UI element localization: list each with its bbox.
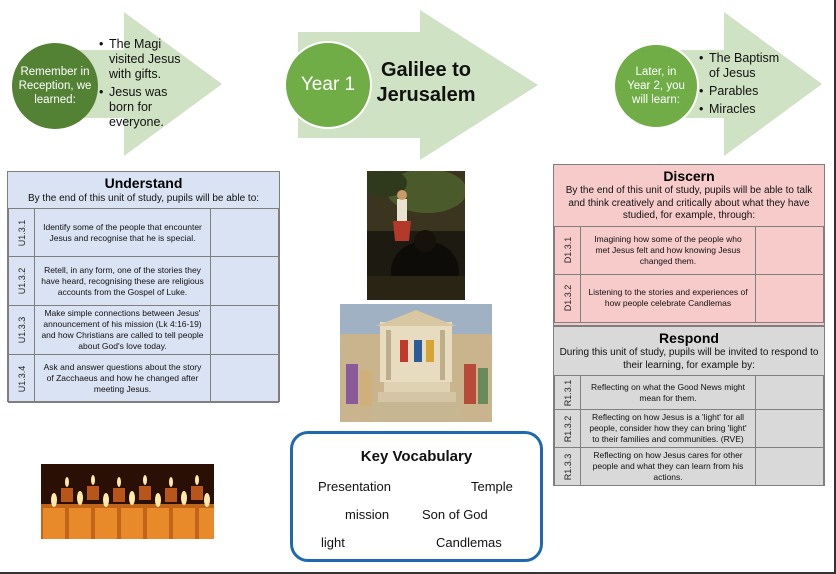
reception-bullets (99, 37, 189, 133)
discern-intro: By the end of this unit of study, pupils will be able to talk and think creatively and critically about what they have studied, for example, through: (565, 185, 813, 221)
row-code: U1.3.1 (16, 219, 27, 246)
row-code: D1.3.1 (562, 236, 573, 264)
understand-title: Understand (104, 175, 183, 191)
row-text: Ask and answer questions about the story of Zacchaeus and how he changed after meeting Jesus. (35, 355, 211, 403)
row-code: U1.3.3 (16, 316, 27, 344)
respond-table (554, 375, 824, 486)
vocab-word: Presentation (318, 479, 391, 494)
key-vocabulary-box (290, 431, 543, 562)
reception-circle (12, 43, 98, 129)
row-text: Imagining how some of the people who met Jesus felt and how knowing Jesus changed them. (581, 226, 756, 274)
table-row (555, 410, 824, 448)
respond-intro: During this unit of study, pupils will be invited to respond to their learning, for example by: (559, 347, 819, 371)
key-vocabulary-title: Key Vocabulary (360, 448, 473, 465)
year-circle (284, 41, 372, 129)
table-row (555, 376, 824, 410)
reception-circle-text: Remember in Reception, we learned: (18, 66, 92, 106)
row-text: Retell, in any form, one of the stories they have heard, recognising these are religious accounts from the Gospel of Luke. (35, 257, 211, 306)
reception-bullet: • The Magi visited Jesus with gifts. (99, 37, 189, 82)
later-circle (613, 43, 699, 129)
vocab-word: mission (345, 507, 390, 522)
discern-panel (553, 164, 825, 326)
understand-intro: By the end of this unit of study, pupils will be able to: (27, 193, 260, 204)
row-code: R1.3.2 (562, 415, 573, 442)
row-text: Identify some of the people that encounter Jesus and recognise that he is special. (35, 209, 211, 257)
vocab-word: Candlemas (436, 535, 502, 550)
later-bullet: • Miracles (699, 102, 791, 117)
vocab-word: Son of God (422, 507, 488, 522)
year-circle-text: Year 1 (300, 74, 356, 95)
discern-table (554, 226, 824, 323)
row-code: R1.3.3 (562, 453, 573, 480)
table-row (555, 226, 824, 274)
row-text: Reflecting on what the Good News might mean for them. (581, 376, 756, 410)
respond-panel (553, 326, 825, 486)
row-text: Reflecting on how Jesus is a 'light' for all people, consider how they can bring 'light' to their families and communities. (RVE) (581, 410, 756, 448)
later-bullet: • Parables (699, 84, 791, 99)
respond-title: Respond (659, 330, 719, 346)
table-row (9, 306, 279, 355)
row-text: Make simple connections between Jesus' announcement of his mission (Lk 4:16-19) and how Christians are called to tell people about God's love today. (35, 306, 211, 355)
reception-bullet: • Jesus was born for everyone. (99, 85, 189, 130)
later-bullets (699, 51, 791, 120)
candles-image (41, 464, 214, 539)
later-bullet: • The Baptism of Jesus (699, 51, 791, 81)
vocab-word: light (321, 535, 345, 550)
row-code: U1.3.2 (16, 267, 27, 295)
presentation-temple-image (340, 304, 492, 422)
understand-panel (7, 171, 280, 402)
unit-title (368, 58, 484, 108)
understand-table (8, 208, 279, 403)
table-row (9, 355, 279, 403)
unit-title-line1: Galilee to (380, 59, 472, 81)
discern-title: Discern (663, 168, 715, 184)
table-row (9, 209, 279, 257)
row-text: Listening to the stories and experiences of how people celebrate Candlemas (581, 274, 756, 322)
vocab-word: Temple (471, 479, 513, 494)
row-code: U1.3.4 (16, 365, 27, 392)
jesus-zacchaeus-image (367, 171, 465, 300)
row-code: R1.3.1 (562, 379, 573, 406)
table-row (9, 257, 279, 306)
row-text: Reflecting on how Jesus cares for other people and what they can learn from his actions. (581, 448, 756, 486)
row-code: D1.3.2 (562, 284, 573, 312)
table-row (555, 274, 824, 322)
later-circle-text: Later, in Year 2, you will learn: (627, 66, 685, 106)
unit-title-line2: Jerusalem (376, 84, 476, 106)
table-row (555, 448, 824, 486)
